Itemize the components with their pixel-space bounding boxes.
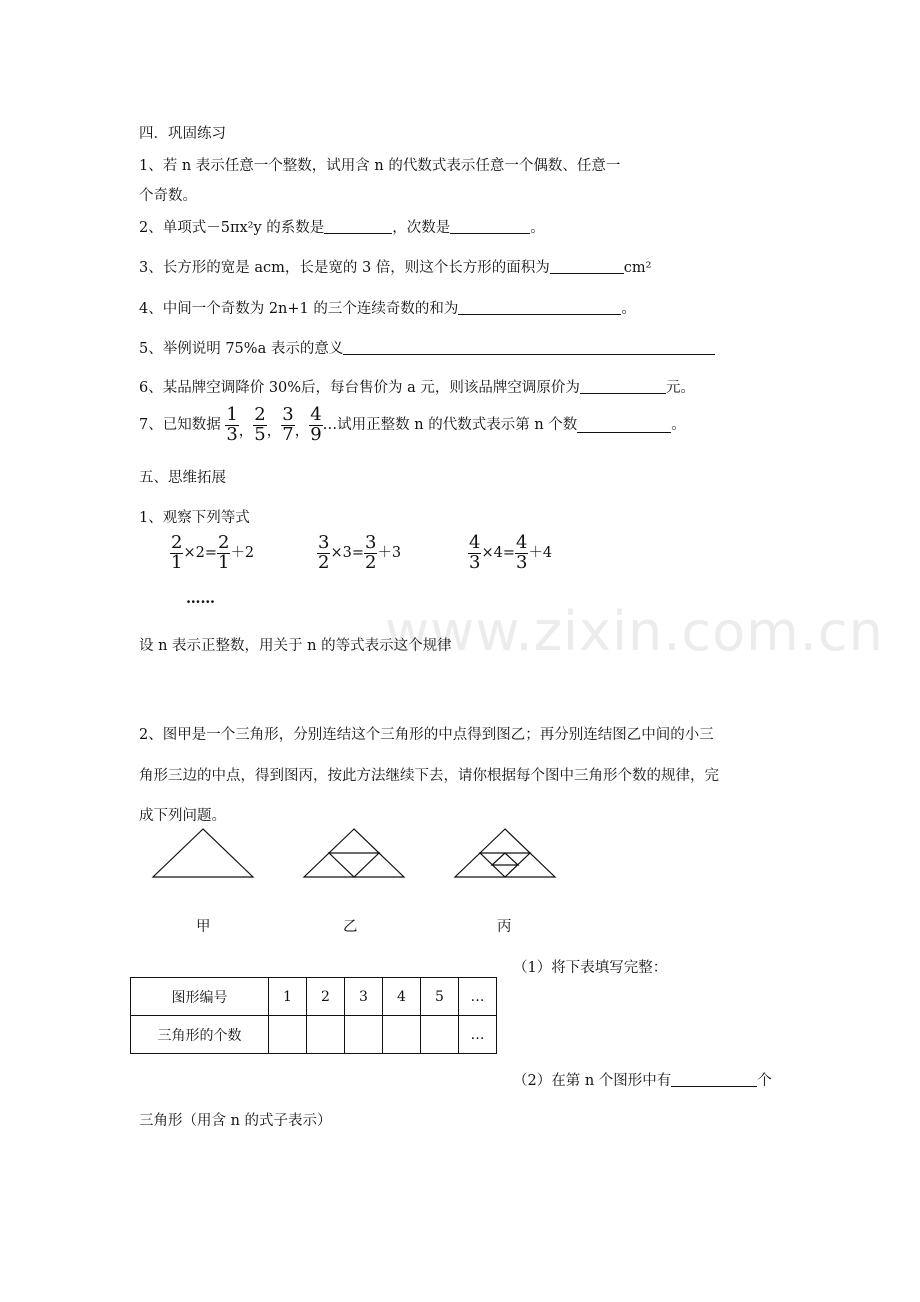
triangle-figures [140,825,580,887]
part2 [513,1069,772,1090]
q6-prefix: 6、某品牌空调降价 30%后，每台售价为 a 元，则该品牌空调原价为 [139,380,580,396]
q7-text: …试用正整数 n 的代数式表示第 n 个数 [322,417,578,434]
table-head-triangle-count: 三角形的个数 [131,1016,269,1054]
q7-fraction-1: $\frac{1}{3}$ [226,404,238,445]
q5 [139,337,715,358]
table-row-figure-number [131,978,497,1016]
q3 [139,256,651,277]
s5-q2-line3: 成下列问题。 [139,808,226,824]
ellipsis: …… [186,590,215,607]
eq3-multiply: ×4= [481,545,515,562]
q4-end: 。 [621,301,636,317]
table-cell: … [459,1016,497,1054]
part2-blank[interactable] [671,1071,757,1087]
part2-end: 个 [757,1073,772,1089]
table-cell: 3 [345,978,383,1016]
figure-jia-triangle [153,829,253,877]
q5-blank-meaning[interactable] [343,339,715,355]
watermark: www.zixin.com.cn [385,600,884,663]
table-answer-cell[interactable] [383,1016,421,1054]
eq2-multiply: ×3= [330,545,364,562]
eq1-left-fraction: $\frac{2}{1}$ [171,532,183,573]
q1-line1: 1、若 n 表示任意一个整数，试用含 n 的代数式表示任意一个偶数、任意一 [139,158,621,174]
q7-fraction-4: $\frac{4}{9}$ [310,404,322,445]
eq2-left-fraction: $\frac{3}{2}$ [318,532,330,573]
q7 [139,406,686,445]
part1-instruction: （1）将下表填写完整： [513,960,668,976]
table-cell: 2 [307,978,345,1016]
q5-prefix: 5、举例说明 75%a 表示的意义 [139,341,344,357]
q7-prefix: 7、已知数据 [139,417,221,434]
table-cell: 1 [269,978,307,1016]
table-cell: … [459,978,497,1016]
table-answer-cell[interactable] [421,1016,459,1054]
q7-comma: ， [266,423,282,440]
figure-label-bing: 丙 [497,919,512,935]
q7-comma: ， [294,423,310,440]
table-answer-cell[interactable] [269,1016,307,1054]
q7-blank-nth-term[interactable] [577,417,671,433]
q6-blank-price[interactable] [580,378,666,394]
part2-line2: 三角形（用含 n 的式子表示） [139,1113,332,1129]
section4-heading: 四．巩固练习 [139,126,226,142]
q4 [139,297,636,318]
eq1-multiply: ×2= [183,545,217,562]
eq3-right-fraction: $\frac{4}{3}$ [515,532,528,573]
figure-label-jia: 甲 [196,919,211,935]
table-answer-cell[interactable] [307,1016,345,1054]
q7-comma: ， [238,423,254,440]
q2-blank-degree[interactable] [450,218,530,234]
q1-line2: 个奇数。 [139,188,197,204]
triangle-count-table [130,977,497,1054]
eq3-left-fraction: $\frac{4}{3}$ [469,532,481,573]
s5-q2-line1: 2、图甲是一个三角形，分别连结这个三角形的中点得到图乙；再分别连结图乙中间的小三 [139,727,714,743]
q6-end: 元。 [665,380,695,396]
table-cell: 5 [421,978,459,1016]
q7-fraction-3: $\frac{3}{7}$ [282,404,294,445]
figure-label-yi: 乙 [343,919,358,935]
figure-bing-triangles [455,829,555,877]
table-cell: 4 [383,978,421,1016]
s5-q1-ask: 设 n 表示正整数，用关于 n 的等式表示这个规律 [139,638,452,654]
eq2-add: ＋3 [377,545,402,562]
eq1-right-fraction: $\frac{2}{1}$ [217,532,230,573]
equation-3 [468,534,552,573]
s5-q1-title: 1、观察下列等式 [139,510,250,526]
q2-middle: ，次数是 [392,220,451,236]
q3-blank-area[interactable] [550,258,624,274]
eq3-add: ＋4 [528,545,553,562]
q2-prefix: 2、单项式－5πx²y 的系数是 [139,220,325,236]
q6 [139,376,695,397]
s5-q2-line2: 角形三边的中点，得到图丙，按此方法继续下去，请你根据每个图中三角形个数的规律，完 [139,768,719,784]
equation-1 [170,534,254,573]
q4-blank-sum[interactable] [458,299,621,315]
equation-2 [317,534,401,573]
q2 [139,216,545,237]
table-row-triangle-count [131,1016,497,1054]
table-head-figure-number: 图形编号 [131,978,269,1016]
section5-heading: 五、思维拓展 [139,470,226,486]
part2-prefix: （2）在第 n 个图形中有 [513,1073,672,1089]
eq1-add: ＋2 [230,545,255,562]
eq2-right-fraction: $\frac{3}{2}$ [364,532,377,573]
q2-blank-coefficient[interactable] [324,218,392,234]
q3-unit: cm² [623,260,652,276]
figure-yi-triangles [304,829,404,877]
q7-fraction-2: $\frac{2}{5}$ [254,404,266,445]
q7-end: 。 [671,417,686,434]
q2-end: 。 [530,220,545,236]
table-answer-cell[interactable] [345,1016,383,1054]
q3-prefix: 3、长方形的宽是 acm，长是宽的 3 倍，则这个长方形的面积为 [139,260,550,276]
q4-prefix: 4、中间一个奇数为 2n+1 的三个连续奇数的和为 [139,301,459,317]
